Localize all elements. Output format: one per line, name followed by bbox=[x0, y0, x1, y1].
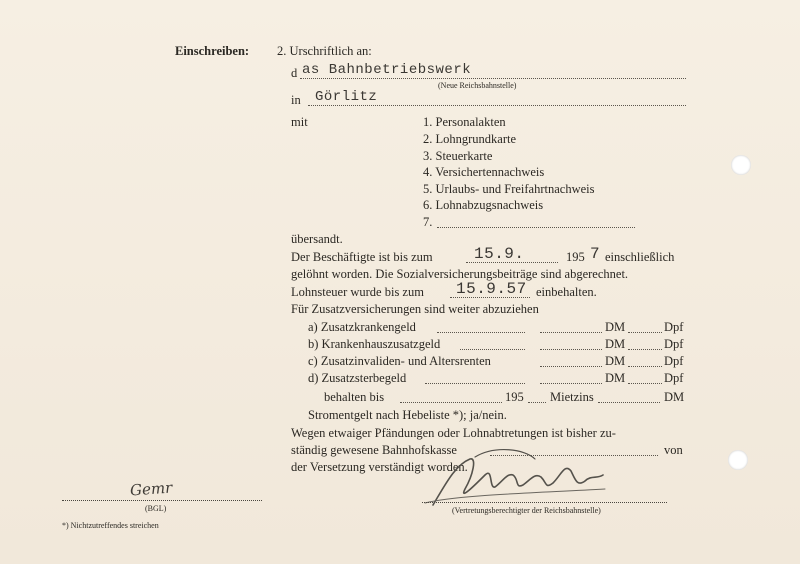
mietzins-line bbox=[598, 402, 660, 403]
para-line1-a: Der Beschäftigte ist bis zum bbox=[291, 250, 433, 264]
recipient-note: (Neue Reichsbahnstelle) bbox=[438, 81, 517, 90]
bgl-caption: (BGL) bbox=[145, 504, 167, 513]
deduction-d-dm: DM bbox=[605, 371, 626, 385]
item-7: 7. bbox=[423, 215, 433, 229]
para-line4: Für Zusatzversicherungen sind weiter abzuziehen bbox=[291, 302, 539, 316]
deduction-d-dpf-line bbox=[628, 383, 662, 384]
para-line1-year-digit: 7 bbox=[590, 245, 601, 263]
deduction-d-dm-line bbox=[540, 383, 602, 384]
deduction-d-label: d) Zusatzsterbegeld bbox=[308, 371, 407, 385]
deduction-d-dots bbox=[425, 383, 525, 384]
deduction-a-dm-line bbox=[540, 332, 602, 333]
right-caption: (Vertretungsberechtigter der Reichsbahnstelle) bbox=[452, 506, 601, 515]
einschreiben-label: Einschreiben: bbox=[175, 44, 250, 58]
stromentgelt: Stromentgelt nach Hebeliste *); ja/nein. bbox=[308, 408, 507, 422]
recipient-line bbox=[300, 78, 686, 79]
deduction-c-dpf-line bbox=[628, 366, 662, 367]
closing-line3: der Versetzung verständigt worden. bbox=[291, 460, 468, 474]
signature-scribble bbox=[415, 445, 615, 515]
deduction-b-dpf: Dpf bbox=[664, 337, 684, 351]
item-1: 1. Personalakten bbox=[423, 115, 506, 129]
deduction-c-dm-line bbox=[540, 366, 602, 367]
para-line2: gelöhnt worden. Die Sozialversicherungsbeiträge sind abgerechnet. bbox=[291, 267, 629, 281]
item-5: 5. Urlaubs- und Freifahrtnachweis bbox=[423, 182, 595, 196]
uebersandt: übersandt. bbox=[291, 232, 343, 246]
recipient-name: as Bahnbetriebswerk bbox=[302, 62, 472, 78]
para-line1-date: 15.9. bbox=[474, 245, 525, 263]
deduction-d-dpf: Dpf bbox=[664, 371, 684, 385]
deduction-b-dm: DM bbox=[605, 337, 626, 351]
deduction-a-dots bbox=[437, 332, 525, 333]
footnote: *) Nichtzutreffendes streichen bbox=[62, 521, 159, 530]
para-line3-b: einbehalten. bbox=[536, 285, 597, 299]
item-4: 4. Versichertennachweis bbox=[423, 165, 545, 179]
para-line3-a: Lohnsteuer wurde bis zum bbox=[291, 285, 424, 299]
item-6: 6. Lohnabzugsnachweis bbox=[423, 198, 544, 212]
mietzins-label: Mietzins bbox=[550, 390, 594, 404]
recipient-prefix: d bbox=[291, 66, 298, 80]
deduction-c-label: c) Zusatzinvaliden- und Altersrenten bbox=[308, 354, 491, 368]
city-line bbox=[308, 105, 686, 106]
item-3: 3. Steuerkarte bbox=[423, 149, 493, 163]
behalten-label: behalten bis bbox=[324, 390, 385, 404]
closing-line2-a: ständig gewesene Bahnhofskasse bbox=[291, 443, 457, 457]
para-line1-year-prefix: 195 bbox=[566, 250, 585, 264]
mit-label: mit bbox=[291, 115, 308, 129]
bgl-signature-line bbox=[62, 500, 262, 501]
header-point: 2. Urschriftlich an: bbox=[277, 44, 372, 58]
deduction-b-dpf-line bbox=[628, 349, 662, 350]
item-7-line bbox=[437, 227, 635, 228]
punch-hole-top bbox=[731, 155, 751, 175]
item-2: 2. Lohngrundkarte bbox=[423, 132, 517, 146]
closing-line2-b: von bbox=[664, 443, 683, 457]
deduction-c-dm: DM bbox=[605, 354, 626, 368]
deduction-a-label: a) Zusatzkrankengeld bbox=[308, 320, 416, 334]
deduction-a-dpf: Dpf bbox=[664, 320, 684, 334]
behalten-date-line bbox=[400, 402, 502, 403]
behalten-year-line bbox=[528, 402, 546, 403]
recipient-city: Görlitz bbox=[315, 89, 378, 105]
bgl-handwriting: Gemr bbox=[129, 478, 173, 500]
deduction-a-dpf-line bbox=[628, 332, 662, 333]
right-signature-line bbox=[422, 502, 667, 503]
in-label: in bbox=[291, 93, 301, 107]
deduction-b-label: b) Krankenhauszusatzgeld bbox=[308, 337, 441, 351]
mietzins-dm: DM bbox=[664, 390, 685, 404]
deduction-b-dm-line bbox=[540, 349, 602, 350]
para-line1-b: einschließlich bbox=[605, 250, 675, 264]
behalten-year: 195 bbox=[505, 390, 524, 404]
deduction-b-dots bbox=[460, 349, 525, 350]
para-line3-date: 15.9.57 bbox=[456, 280, 527, 298]
deduction-a-dm: DM bbox=[605, 320, 626, 334]
punch-hole-bottom bbox=[728, 450, 748, 470]
closing-line1: Wegen etwaiger Pfändungen oder Lohnabtretungen ist bisher zu- bbox=[291, 426, 616, 440]
deduction-c-dpf: Dpf bbox=[664, 354, 684, 368]
